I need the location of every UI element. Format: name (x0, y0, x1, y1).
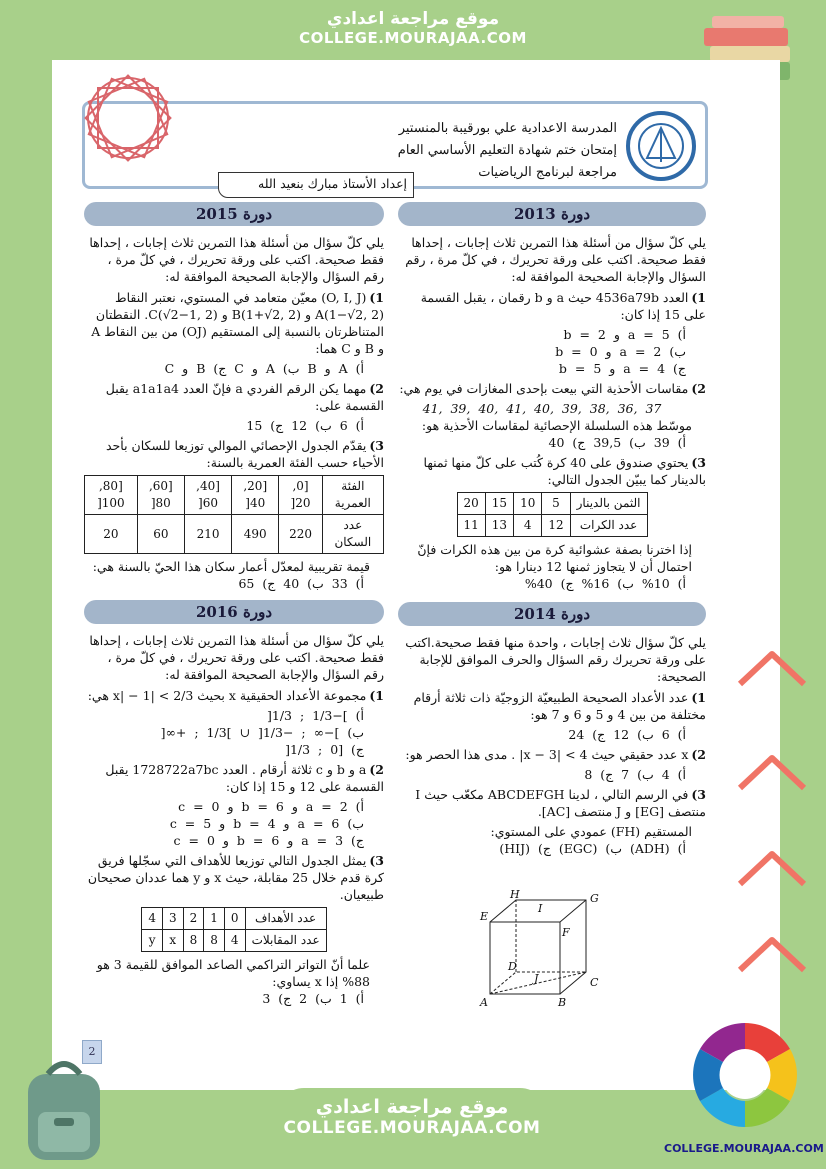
q-text-b: علما أنّ التواتر التراكمي الصاعد الموافق للقيمة 3 هو 88% إذا x يساوي: (96, 957, 370, 989)
bottom-banner (276, 1088, 548, 1158)
q-text: عدد الأعداد الصحيحة الطبيعيّة الزوجيّة ذات ثلاثة أرقام مختلفة من بين 4 و 5 و 6 و 7 هو: (413, 690, 706, 722)
answers-2015-3: أ) 33 ب) 40 ج) 65 (238, 576, 364, 591)
table-cell: 12 (542, 515, 570, 537)
banner-url[interactable]: COLLEGE.MOURAJAA.COM (299, 29, 527, 47)
q-text: يمثل الجدول التالي توزيعا للأهداف التي سجّلها فريق كرة قدم خلال 25 مقابلة، حيث x و y هما عددان صحيحان طبيعيان. (87, 853, 384, 902)
table-cell: 20 (457, 493, 485, 515)
page-number: 2 (82, 1040, 102, 1064)
q-text: يقدّم الجدول الإحصائي الموالي توزيعا للسكان بأحد الأحياء حسب الفئة العمرية بالسنة: (106, 438, 384, 470)
table-row (457, 515, 647, 537)
author-label: إعداد الأستاذ مبارك بنعيد الله (218, 172, 414, 198)
table-row (85, 476, 384, 515)
question-2015-2: 2)مهما يكن الرقم الفردي a فإنّ العدد a1a1a4 يقبل القسمة على: (105, 381, 384, 413)
banner-url[interactable]: COLLEGE.MOURAJAA.COM (283, 1118, 541, 1138)
label-d: D (508, 960, 517, 973)
table-row (142, 908, 326, 930)
q-text-b: موسّط هذه السلسلة الإحصائية لمقاسات الأحذية هو: (421, 418, 692, 433)
table-cell: 13 (485, 515, 513, 537)
intro-2014: يلي كلّ سؤال ثلاث إجابات ، واحدة منها فقط صحيحة.اكتب على ورقة تحريرك رقم السؤال والحرف الموافق للإجابة الصحيحة: (405, 635, 706, 684)
option-a: أ) a = 5 و b = 2 (563, 327, 686, 342)
answers-2014-1: أ) 6 ب) 12 ج) 24 (568, 727, 686, 742)
answers-2016-1 (84, 707, 384, 758)
question-2014-2: 2)x عدد حقيقي حيث 4 > |x − 3| . مدى هذا الحصر هو: (405, 747, 706, 762)
table-cell: 8 (204, 930, 225, 952)
table-cell: 4 (142, 908, 163, 930)
school-name: المدرسة الاعدادية علي بورقيبة بالمنستير (398, 121, 617, 136)
answers-2014-3: أ) (ADH) ب) (EGC) ج) (HIJ) (499, 841, 686, 856)
option-b: ب) ]−∞ ; −1/3[ ∪ ]1/3 ; +∞[ (160, 725, 364, 740)
question-2016-1: 1)مجموعة الأعداد الحقيقية x بحيث 2/3 > |x| − 1 هي: (87, 688, 384, 703)
option-b: ب) a = 6 و b = 4 و c = 5 (169, 816, 364, 831)
table-cell: 4 (514, 515, 542, 537)
answers-2013-3: أ) 10% ب) 16% ج) 40% (524, 576, 686, 591)
table-cell: الثمن بالدينار (570, 493, 647, 515)
answers-2014-2: أ) 4 ب) 7 ج) 8 (584, 767, 686, 782)
section-title-2016: دورة 2016 (84, 600, 384, 624)
table-cell: 0 (224, 908, 245, 930)
intro-2016: يلي كلّ سؤال من أسئلة هذا التمرين ثلاث إجابات ، إحداها فقط صحيحة. اكتب على ورقة تحريرك ، في كلّ مرة ، رقم السؤال والإجابة الصحيحة الموافقة له: (89, 633, 384, 682)
table-cell: 60 (137, 515, 184, 554)
answers-2015-1: أ) A و B ب) A و C ج) B و C (164, 361, 364, 376)
answers-2016-3: أ) 1 ب) 2 ج) 3 (262, 991, 364, 1006)
q-text-b: قيمة تقريبية لمعدّل أعمار سكان هذا الحيّ بالسنة هي: (92, 559, 370, 574)
section-title-2015: دورة 2015 (84, 202, 384, 226)
shoe-sizes: 41, 39, 40, 41, 40, 39, 38, 36, 37 (422, 401, 662, 416)
answers-2013-2: أ) 39 ب) 39,5 ج) 40 (548, 435, 686, 450)
q-text: مجموعة الأعداد الحقيقية x بحيث 2/3 > |x| − 1 هي: (87, 688, 367, 703)
question-2015-1: 1)(O, I, J) معيّن متعامد في المستوي، نعتبر النقاط A(1−√2, 2) و B(1+√2, 2) و C(√2−1, 2). النقطتان المتناظرتان بالنسبة إلى المستقيم (OJ) من بين النقاط A و B و C هما: (91, 290, 384, 356)
table-cell: 2 (183, 908, 204, 930)
section-title-2014: دورة 2014 (398, 602, 706, 626)
table-cell: [40, 60[ (184, 476, 231, 515)
table-row (142, 930, 326, 952)
answers-2016-2 (84, 798, 384, 849)
subject-name: مراجعة لبرنامج الرياضيات (478, 165, 617, 180)
left-column (84, 200, 384, 1007)
table-cell: عدد الأهداف (245, 908, 326, 930)
education-wheel-icon (690, 1020, 800, 1130)
label-a: A (480, 996, 488, 1009)
table-cell: 1 (204, 908, 225, 930)
footer-url[interactable]: COLLEGE.MOURAJAA.COM (664, 1142, 824, 1155)
question-2015-3: 3)يقدّم الجدول الإحصائي الموالي توزيعا للسكان بأحد الأحياء حسب الفئة العمرية بالسنة: (106, 438, 384, 470)
option-c: ج) a = 3 و b = 6 و c = 0 (173, 833, 364, 848)
table-cell: 5 (542, 493, 570, 515)
label-g: G (590, 892, 599, 905)
q-text: a و b و c ثلاثة أرقام . العدد 1728722a7bc يقبل القسمة على 12 و 15 إذا كان: (105, 762, 384, 794)
star-ornament-icon (80, 70, 176, 166)
table-cell: [80, 100[ (85, 476, 138, 515)
population-table (84, 475, 384, 554)
question-2014-1: 1)عدد الأعداد الصحيحة الطبيعيّة الزوجيّة ذات ثلاثة أرقام مختلفة من بين 4 و 5 و 6 و 7 هو: (413, 690, 706, 722)
question-2016-2: 2)a و b و c ثلاثة أرقام . العدد 1728722a7bc يقبل القسمة على 12 و 15 إذا كان: (105, 762, 384, 794)
chevron-decoration-icon (732, 640, 806, 1040)
school-logo-icon (625, 110, 697, 182)
school-bag-icon (14, 1052, 114, 1164)
q-text: يحتوي صندوق على 40 كرة كُتب على كلّ منها ثمنها بالدينار كما يبيّن الجدول التالي: (423, 455, 706, 487)
option-c: ج) [0 ; 1/3[ (285, 742, 364, 757)
school-info (398, 118, 617, 184)
table-cell: 20 (85, 515, 138, 554)
intro-2013: يلي كلّ سؤال من أسئلة هذا التمرين ثلاث إجابات ، إحداها فقط صحيحة. اكتب على ورقة تحريرك ، في كلّ مرة ، رقم السؤال والإجابة الصحيحة الموافقة له: (405, 235, 706, 284)
q-text: مهما يكن الرقم الفردي a فإنّ العدد a1a1a4 يقبل القسمة على: (105, 381, 384, 413)
question-2016-3: 3)يمثل الجدول التالي توزيعا للأهداف التي سجّلها فريق كرة قدم خلال 25 مقابلة، حيث x و y هما عددان صحيحان طبيعيان. (87, 853, 384, 902)
q-text-b: إذا اخترنا بصفة عشوائية كرة من بين هذه الكرات فإنّ احتمال أن لا يتجاوز ثمنها 12 دينارا هو: (417, 542, 692, 574)
table-cell: [60, 80[ (137, 476, 184, 515)
question-2013-3: 3)يحتوي صندوق على 40 كرة كُتب على كلّ منها ثمنها بالدينار كما يبيّن الجدول التالي: (423, 455, 706, 487)
q-text: في الرسم التالي ، لدينا ABCDEFGH مكعّب حيث I منتصف [EG] و J منتصف [AC]. (415, 787, 706, 819)
section-title-2013: دورة 2013 (398, 202, 706, 226)
table-cell: 210 (184, 515, 231, 554)
label-j: J (534, 972, 539, 985)
question-2014-3: 3)في الرسم التالي ، لدينا ABCDEFGH مكعّب حيث I منتصف [EG] و J منتصف [AC]. (415, 787, 706, 819)
banner-arabic: موقع مراجعة اعدادي (326, 9, 500, 29)
exam-name: إمتحان ختم شهادة التعليم الأساسي العام (397, 143, 617, 158)
table-cell: [20, 40[ (232, 476, 279, 515)
cube-figure (476, 890, 606, 1010)
table-cell: 8 (183, 930, 204, 952)
table-cell: 11 (457, 515, 485, 537)
table-cell: 4 (224, 930, 245, 952)
question-2013-1: 1)العدد 4536a79b حيث a و b رقمان ، يقبل القسمة على 15 إذا كان: (420, 290, 706, 322)
table-cell: y (142, 930, 163, 952)
q-text: (O, I, J) معيّن متعامد في المستوي، نعتبر النقاط A(1−√2, 2) و B(1+√2, 2) و C(√2−1, 2). النقطتان المتناظرتان بالنسبة إلى المستقيم (OJ) من بين النقاط A و B و C هما: (91, 290, 384, 356)
question-2013-2: 2)مقاسات الأحذية التي بيعت بإحدى المغازات في يوم هي: (399, 381, 706, 396)
table-cell: الفئة العمرية (322, 476, 383, 515)
label-i: I (538, 902, 543, 915)
table-cell: عدد المقابلات (245, 930, 326, 952)
table-row (85, 515, 384, 554)
intro-2015: يلي كلّ سؤال من أسئلة هذا التمرين ثلاث إجابات ، إحداها فقط صحيحة. اكتب على ورقة تحريرك ، في كلّ مرة ، رقم السؤال والإجابة الصحيحة الموافقة له: (89, 235, 384, 284)
label-b: B (558, 996, 567, 1009)
top-banner (290, 0, 536, 58)
table-cell: 10 (514, 493, 542, 515)
label-f: F (562, 926, 570, 939)
table-cell: x (163, 930, 184, 952)
q-text-b: المستقيم (FH) عمودي على المستوي: (490, 824, 692, 839)
right-column (398, 200, 706, 857)
option-a: أ) ]−1/3 ; 1/3[ (267, 708, 364, 723)
table-cell: عدد السكان (322, 515, 383, 554)
table-cell: 15 (485, 493, 513, 515)
goals-table (141, 907, 326, 952)
q-text: مقاسات الأحذية التي بيعت بإحدى المغازات في يوم هي: (399, 381, 689, 396)
label-e: E (480, 910, 489, 923)
label-c: C (590, 976, 599, 989)
table-cell: 220 (279, 515, 322, 554)
q-text: x عدد حقيقي حيث 4 > |x − 3| . مدى هذا الحصر هو: (405, 747, 689, 762)
table-cell: [0, 20[ (279, 476, 322, 515)
table-cell: عدد الكرات (570, 515, 647, 537)
option-b: ب) a = 2 و b = 0 (555, 344, 686, 359)
option-a: أ) a = 2 و b = 6 و c = 0 (178, 799, 364, 814)
table-cell: 3 (163, 908, 184, 930)
table-row (457, 493, 647, 515)
answers-2013-1 (398, 326, 706, 377)
option-c: ج) a = 4 و b = 5 (558, 361, 686, 376)
price-table (457, 492, 648, 537)
label-h: H (510, 890, 520, 901)
table-cell: 490 (232, 515, 279, 554)
banner-arabic: موقع مراجعة اعدادي (315, 1096, 509, 1118)
answers-2015-2: أ) 6 ب) 12 ج) 15 (246, 418, 364, 433)
q-text: العدد 4536a79b حيث a و b رقمان ، يقبل القسمة على 15 إذا كان: (420, 290, 706, 322)
